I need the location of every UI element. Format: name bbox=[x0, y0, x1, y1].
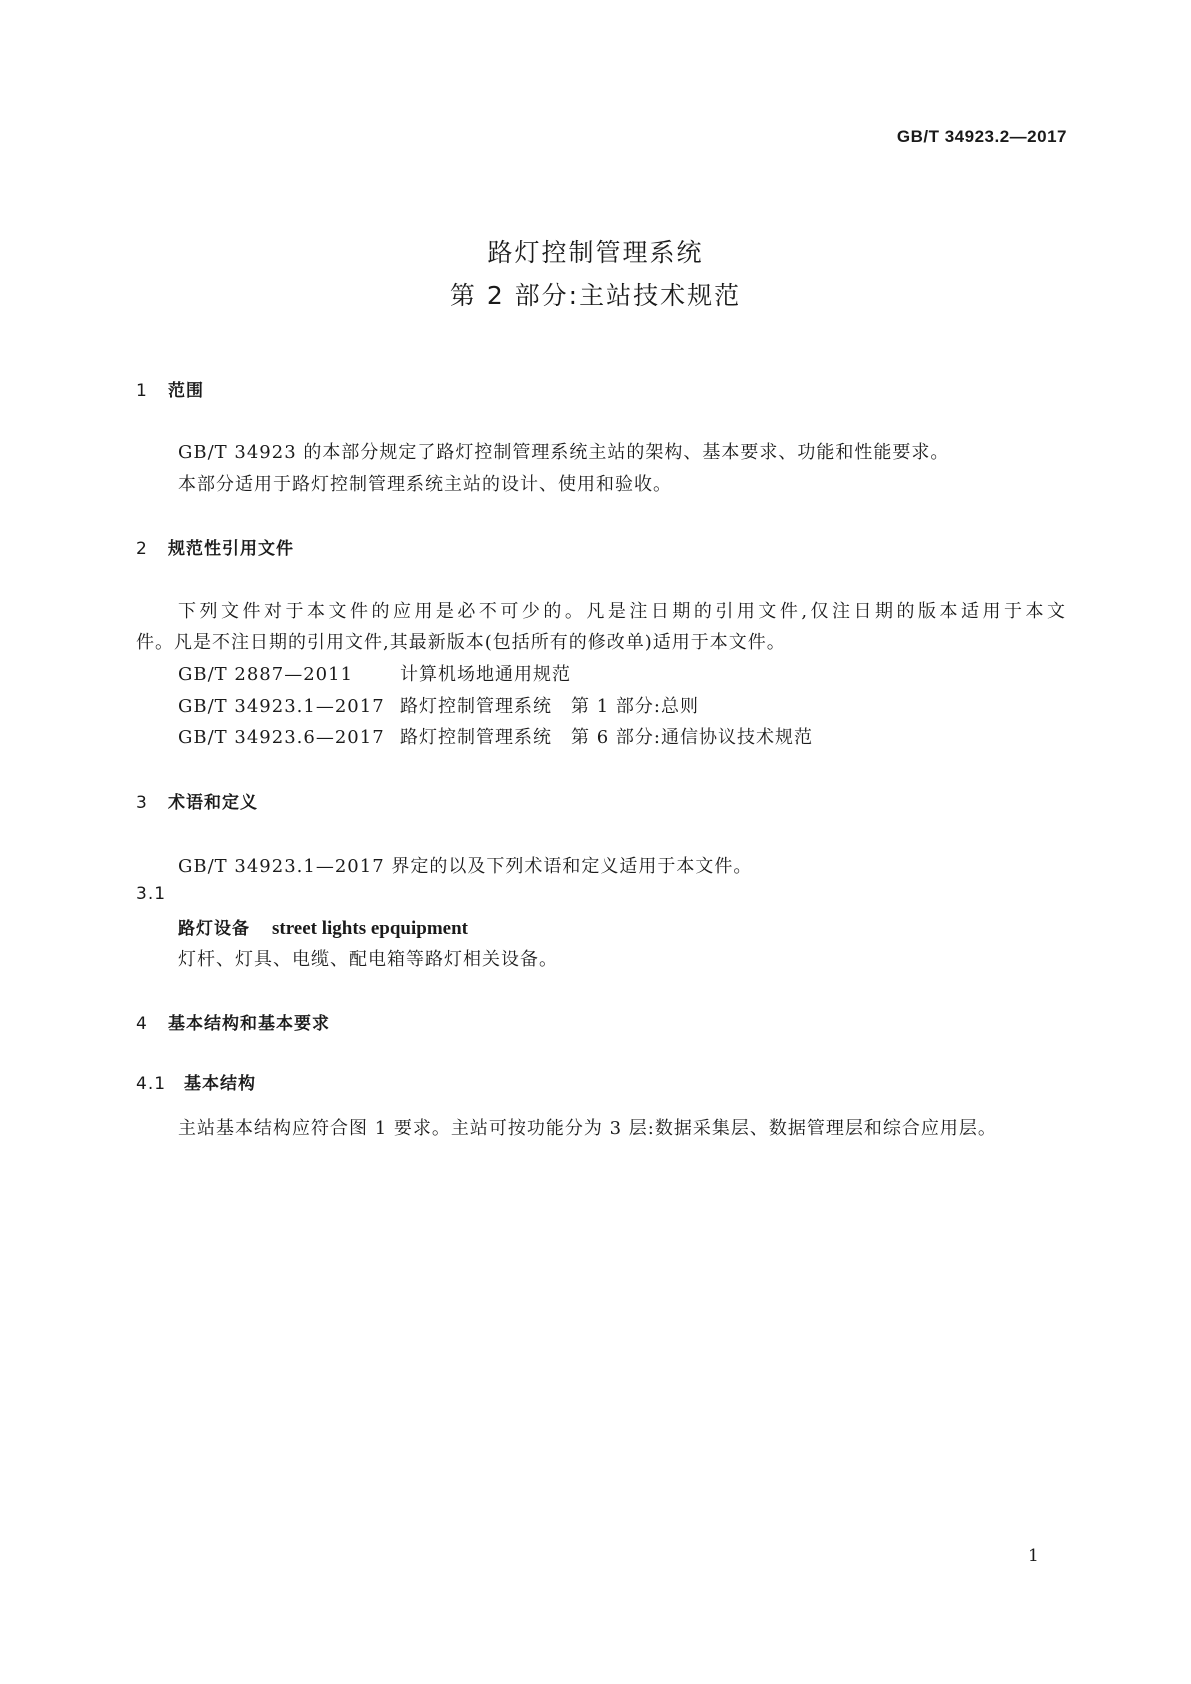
standard-number: GB/T 34923.2—2017 bbox=[896, 127, 1067, 146]
term-number: 3.1 bbox=[136, 884, 167, 904]
doc-subtitle: 第 2 部分:主站技术规范 bbox=[449, 281, 742, 310]
section-title: 基本结构和基本要求 bbox=[168, 1014, 330, 1034]
section-2-heading bbox=[136, 534, 294, 559]
reference-item bbox=[178, 692, 699, 718]
section-number: 4 bbox=[136, 1014, 148, 1034]
section-number: 3 bbox=[136, 793, 148, 813]
paragraph: GB/T 34923.1—2017 界定的以及下列术语和定义适用于本文件。 bbox=[178, 856, 753, 877]
section-4-1-heading bbox=[136, 1069, 256, 1094]
term-zh: 路灯设备 bbox=[178, 919, 250, 939]
section-1-heading bbox=[136, 376, 204, 401]
paragraph: 下列文件对于本文件的应用是必不可少的。凡是注日期的引用文件,仅注日期的版本适用于本文 bbox=[178, 601, 1066, 622]
ref-name: 计算机场地通用规范 bbox=[400, 664, 571, 685]
term-entry bbox=[178, 914, 468, 940]
section-number: 2 bbox=[136, 539, 148, 559]
section-title: 范围 bbox=[168, 381, 204, 401]
paragraph: GB/T 34923 的本部分规定了路灯控制管理系统主站的架构、基本要求、功能和性能要求。 bbox=[178, 442, 950, 463]
section-title: 术语和定义 bbox=[168, 793, 258, 813]
term-definition: 灯杆、灯具、电缆、配电箱等路灯相关设备。 bbox=[178, 949, 558, 970]
page-number: 1 bbox=[1028, 1546, 1039, 1566]
ref-code: GB/T 2887—2011 bbox=[178, 664, 354, 685]
section-title: 基本结构 bbox=[184, 1074, 256, 1094]
paragraph: 本部分适用于路灯控制管理系统主站的设计、使用和验收。 bbox=[178, 474, 672, 495]
reference-item bbox=[178, 660, 571, 686]
ref-name: 路灯控制管理系统 第 1 部分:总则 bbox=[400, 696, 699, 717]
term-en: street lights epquipment bbox=[272, 918, 468, 939]
doc-title: 路灯控制管理系统 bbox=[487, 238, 704, 267]
ref-code: GB/T 34923.1—2017 bbox=[178, 696, 385, 717]
ref-code: GB/T 34923.6—2017 bbox=[178, 727, 385, 748]
paragraph: 件。凡是不注日期的引用文件,其最新版本(包括所有的修改单)适用于本文件。 bbox=[136, 632, 786, 653]
reference-item bbox=[178, 723, 813, 749]
section-3-heading bbox=[136, 788, 258, 813]
section-title: 规范性引用文件 bbox=[168, 539, 294, 559]
ref-name: 路灯控制管理系统 第 6 部分:通信协议技术规范 bbox=[400, 727, 813, 748]
section-4-heading bbox=[136, 1009, 330, 1034]
paragraph: 主站基本结构应符合图 1 要求。主站可按功能分为 3 层:数据采集层、数据管理层和综合应用层。 bbox=[178, 1118, 997, 1139]
section-number: 1 bbox=[136, 381, 148, 401]
section-number: 4.1 bbox=[136, 1074, 167, 1094]
